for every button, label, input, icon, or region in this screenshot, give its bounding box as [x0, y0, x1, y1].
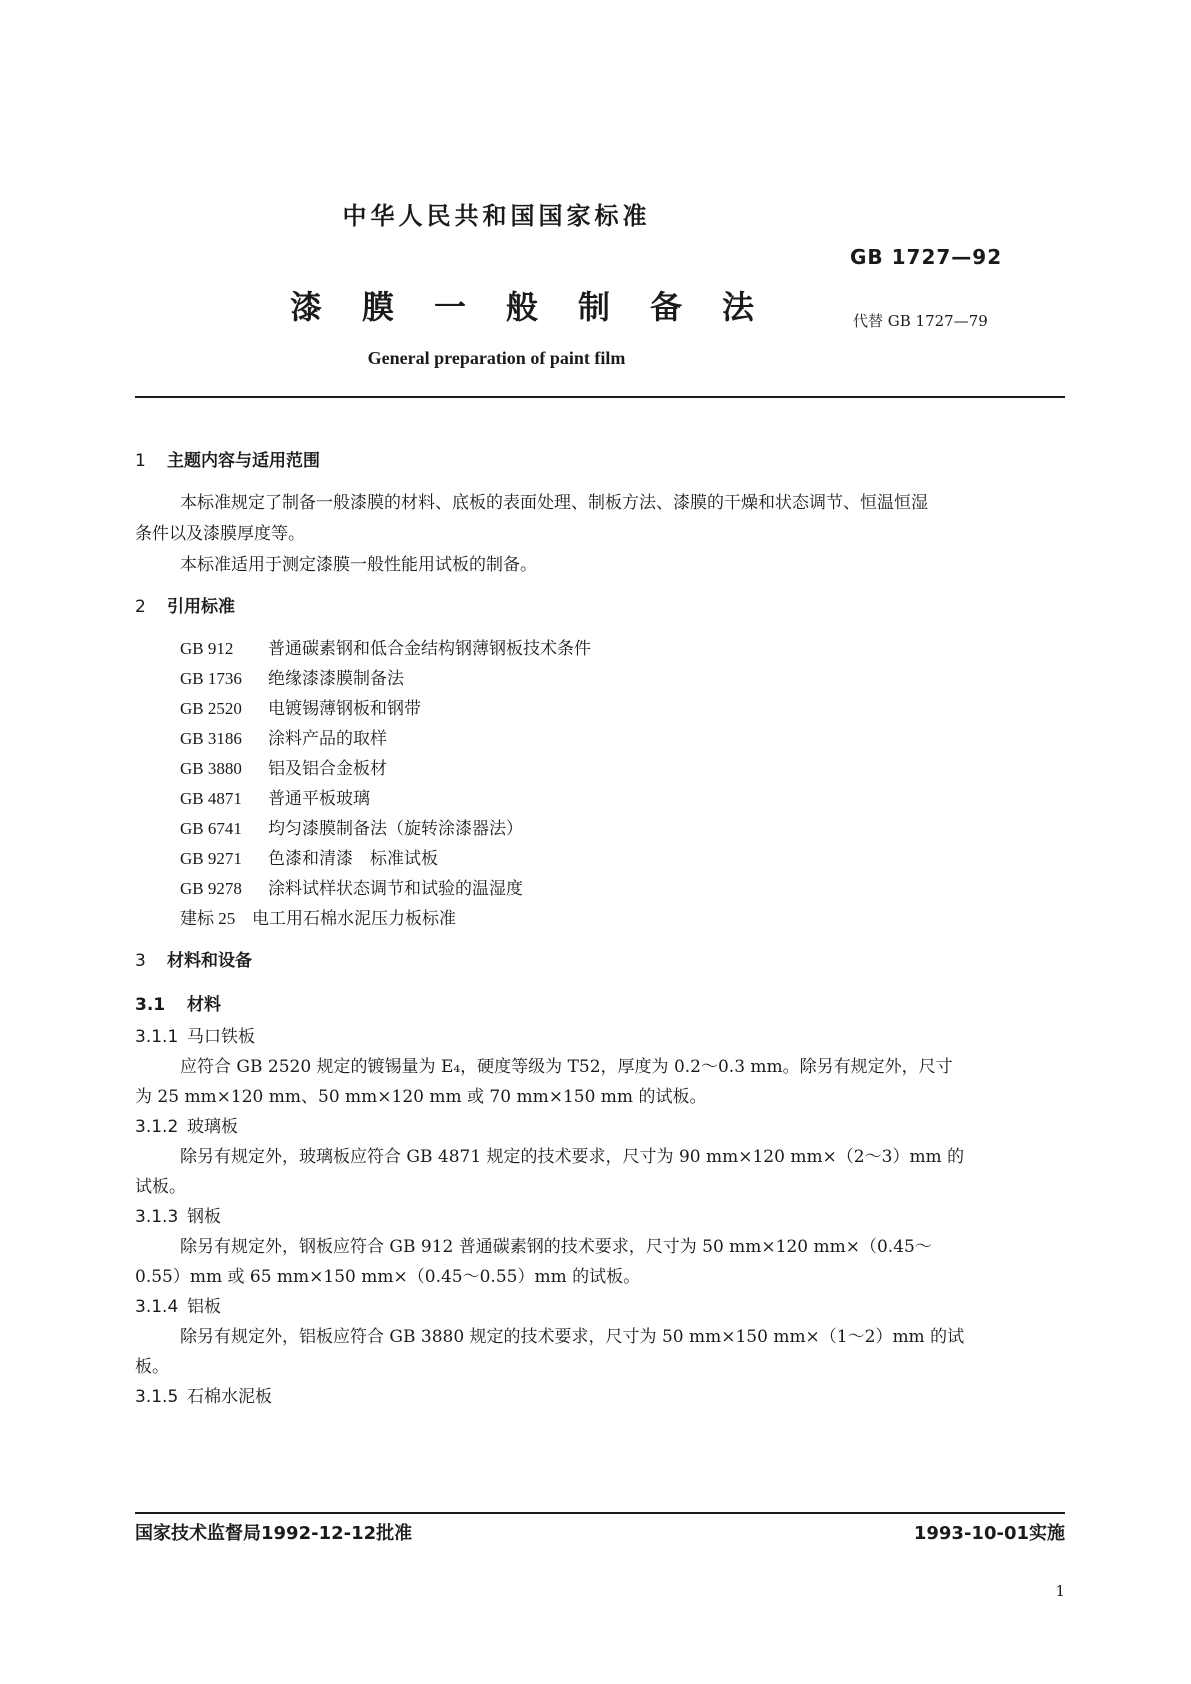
footer-divider: [135, 1512, 1065, 1514]
subsection-3-1-heading: [135, 990, 221, 1015]
reference-code: GB 912: [180, 639, 234, 658]
subsection-3-1-4-line-2: 板。: [135, 1357, 169, 1377]
header-divider: [135, 396, 1065, 398]
subsection-3-1-4-line-1: 除另有规定外，铝板应符合 GB 3880 规定的技术要求，尺寸为 50 mm×150 mm×（1～2）mm 的试: [180, 1327, 965, 1347]
subsection-title: 石棉水泥板: [187, 1387, 272, 1407]
reference-title: 铝及铝合金板材: [268, 759, 387, 779]
subsection-title: 马口铁板: [187, 1027, 255, 1047]
reference-code: GB 9278: [180, 879, 242, 898]
subsection-3-1-3-line-1: 除另有规定外，钢板应符合 GB 912 普通碳素钢的技术要求，尺寸为 50 mm×120 mm×（0.45～: [180, 1237, 932, 1257]
subsection-number: 3.1.1: [135, 1027, 179, 1047]
subsection-3-1-5-heading: [135, 1382, 272, 1407]
subsection-number: 3.1.3: [135, 1207, 179, 1227]
reference-title: 普通碳素钢和低合金结构钢薄钢板技术条件: [268, 639, 591, 659]
section-number: 2: [135, 597, 146, 617]
reference-item: [180, 724, 387, 749]
section-3-heading: [135, 946, 252, 971]
reference-title: 均匀漆膜制备法（旋转涂漆器法）: [268, 819, 523, 839]
section-title: 主题内容与适用范围: [167, 451, 320, 471]
subsection-3-1-1-heading: [135, 1022, 255, 1047]
reference-title: 电镀锡薄钢板和钢带: [268, 699, 421, 719]
subsection-title: 铝板: [187, 1297, 221, 1317]
english-title: General preparation of paint film: [367, 348, 626, 368]
standard-type-heading: 中华人民共和国国家标准: [342, 202, 651, 230]
reference-code: GB 4871: [180, 789, 242, 808]
reference-title: 色漆和清漆 标准试板: [268, 849, 438, 869]
subsection-number: 3.1: [135, 995, 166, 1015]
subsection-number: 3.1.5: [135, 1387, 179, 1407]
reference-item: [180, 664, 404, 689]
page-number: 1: [1055, 1582, 1065, 1600]
reference-title: 涂料产品的取样: [268, 729, 387, 749]
subsection-3-1-2-line-1: 除另有规定外，玻璃板应符合 GB 4871 规定的技术要求，尺寸为 90 mm×120 mm×（2～3）mm 的: [180, 1147, 965, 1167]
reference-item: [180, 784, 370, 809]
subsection-3-1-1-line-2: 为 25 mm×120 mm、50 mm×120 mm 或 70 mm×150 mm 的试板。: [135, 1087, 707, 1107]
reference-item: [180, 634, 591, 659]
reference-title: 电工用石棉水泥压力板标准: [252, 909, 456, 929]
reference-item: [180, 814, 523, 839]
subsection-3-1-1-line-1: 应符合 GB 2520 规定的镀锡量为 E₄，硬度等级为 T52，厚度为 0.2～0.3 mm。除另有规定外，尺寸: [180, 1057, 953, 1077]
reference-code: 建标 25: [180, 909, 236, 928]
section-1-heading: [135, 446, 320, 471]
reference-item: [180, 904, 456, 929]
section-2-heading: [135, 592, 235, 617]
subsection-3-1-4-heading: [135, 1292, 221, 1317]
subsection-3-1-2-line-2: 试板。: [135, 1177, 186, 1197]
subsection-3-1-3-heading: [135, 1202, 221, 1227]
subsection-number: 3.1.4: [135, 1297, 179, 1317]
reference-item: [180, 844, 438, 869]
reference-title: 涂料试样状态调节和试验的温湿度: [268, 879, 523, 899]
reference-code: GB 1736: [180, 669, 242, 688]
section-title: 材料和设备: [167, 951, 252, 971]
reference-title: 普通平板玻璃: [268, 789, 370, 809]
reference-title: 绝缘漆漆膜制备法: [268, 669, 404, 689]
standard-code: GB 1727—92: [850, 245, 1003, 269]
section-number: 1: [135, 451, 146, 471]
reference-code: GB 3880: [180, 759, 242, 778]
subsection-3-1-2-heading: [135, 1112, 238, 1137]
subsection-number: 3.1.2: [135, 1117, 179, 1137]
section-1-para-1-line-2: 条件以及漆膜厚度等。: [135, 524, 305, 544]
reference-item: [180, 694, 421, 719]
document-title: 漆膜一般制备法: [290, 288, 795, 326]
replaces-note: 代替 GB 1727—79: [853, 312, 988, 330]
reference-code: GB 9271: [180, 849, 242, 868]
section-title: 引用标准: [167, 597, 235, 617]
subsection-title: 材料: [187, 995, 221, 1015]
section-number: 3: [135, 951, 146, 971]
subsection-title: 玻璃板: [187, 1117, 238, 1137]
effective-date: 1993-10-01实施: [913, 1523, 1065, 1544]
reference-item: [180, 874, 523, 899]
subsection-title: 钢板: [187, 1207, 221, 1227]
section-1-para-1-line-1: 本标准规定了制备一般漆膜的材料、底板的表面处理、制板方法、漆膜的干燥和状态调节、恒温恒湿: [180, 493, 928, 513]
section-1-para-2: 本标准适用于测定漆膜一般性能用试板的制备。: [180, 555, 537, 575]
reference-code: GB 3186: [180, 729, 242, 748]
reference-code: GB 6741: [180, 819, 242, 838]
reference-code: GB 2520: [180, 699, 242, 718]
subsection-3-1-3-line-2: 0.55）mm 或 65 mm×150 mm×（0.45～0.55）mm 的试板。: [135, 1267, 641, 1287]
reference-item: [180, 754, 387, 779]
approval-statement: 国家技术监督局1992-12-12批准: [135, 1523, 413, 1544]
